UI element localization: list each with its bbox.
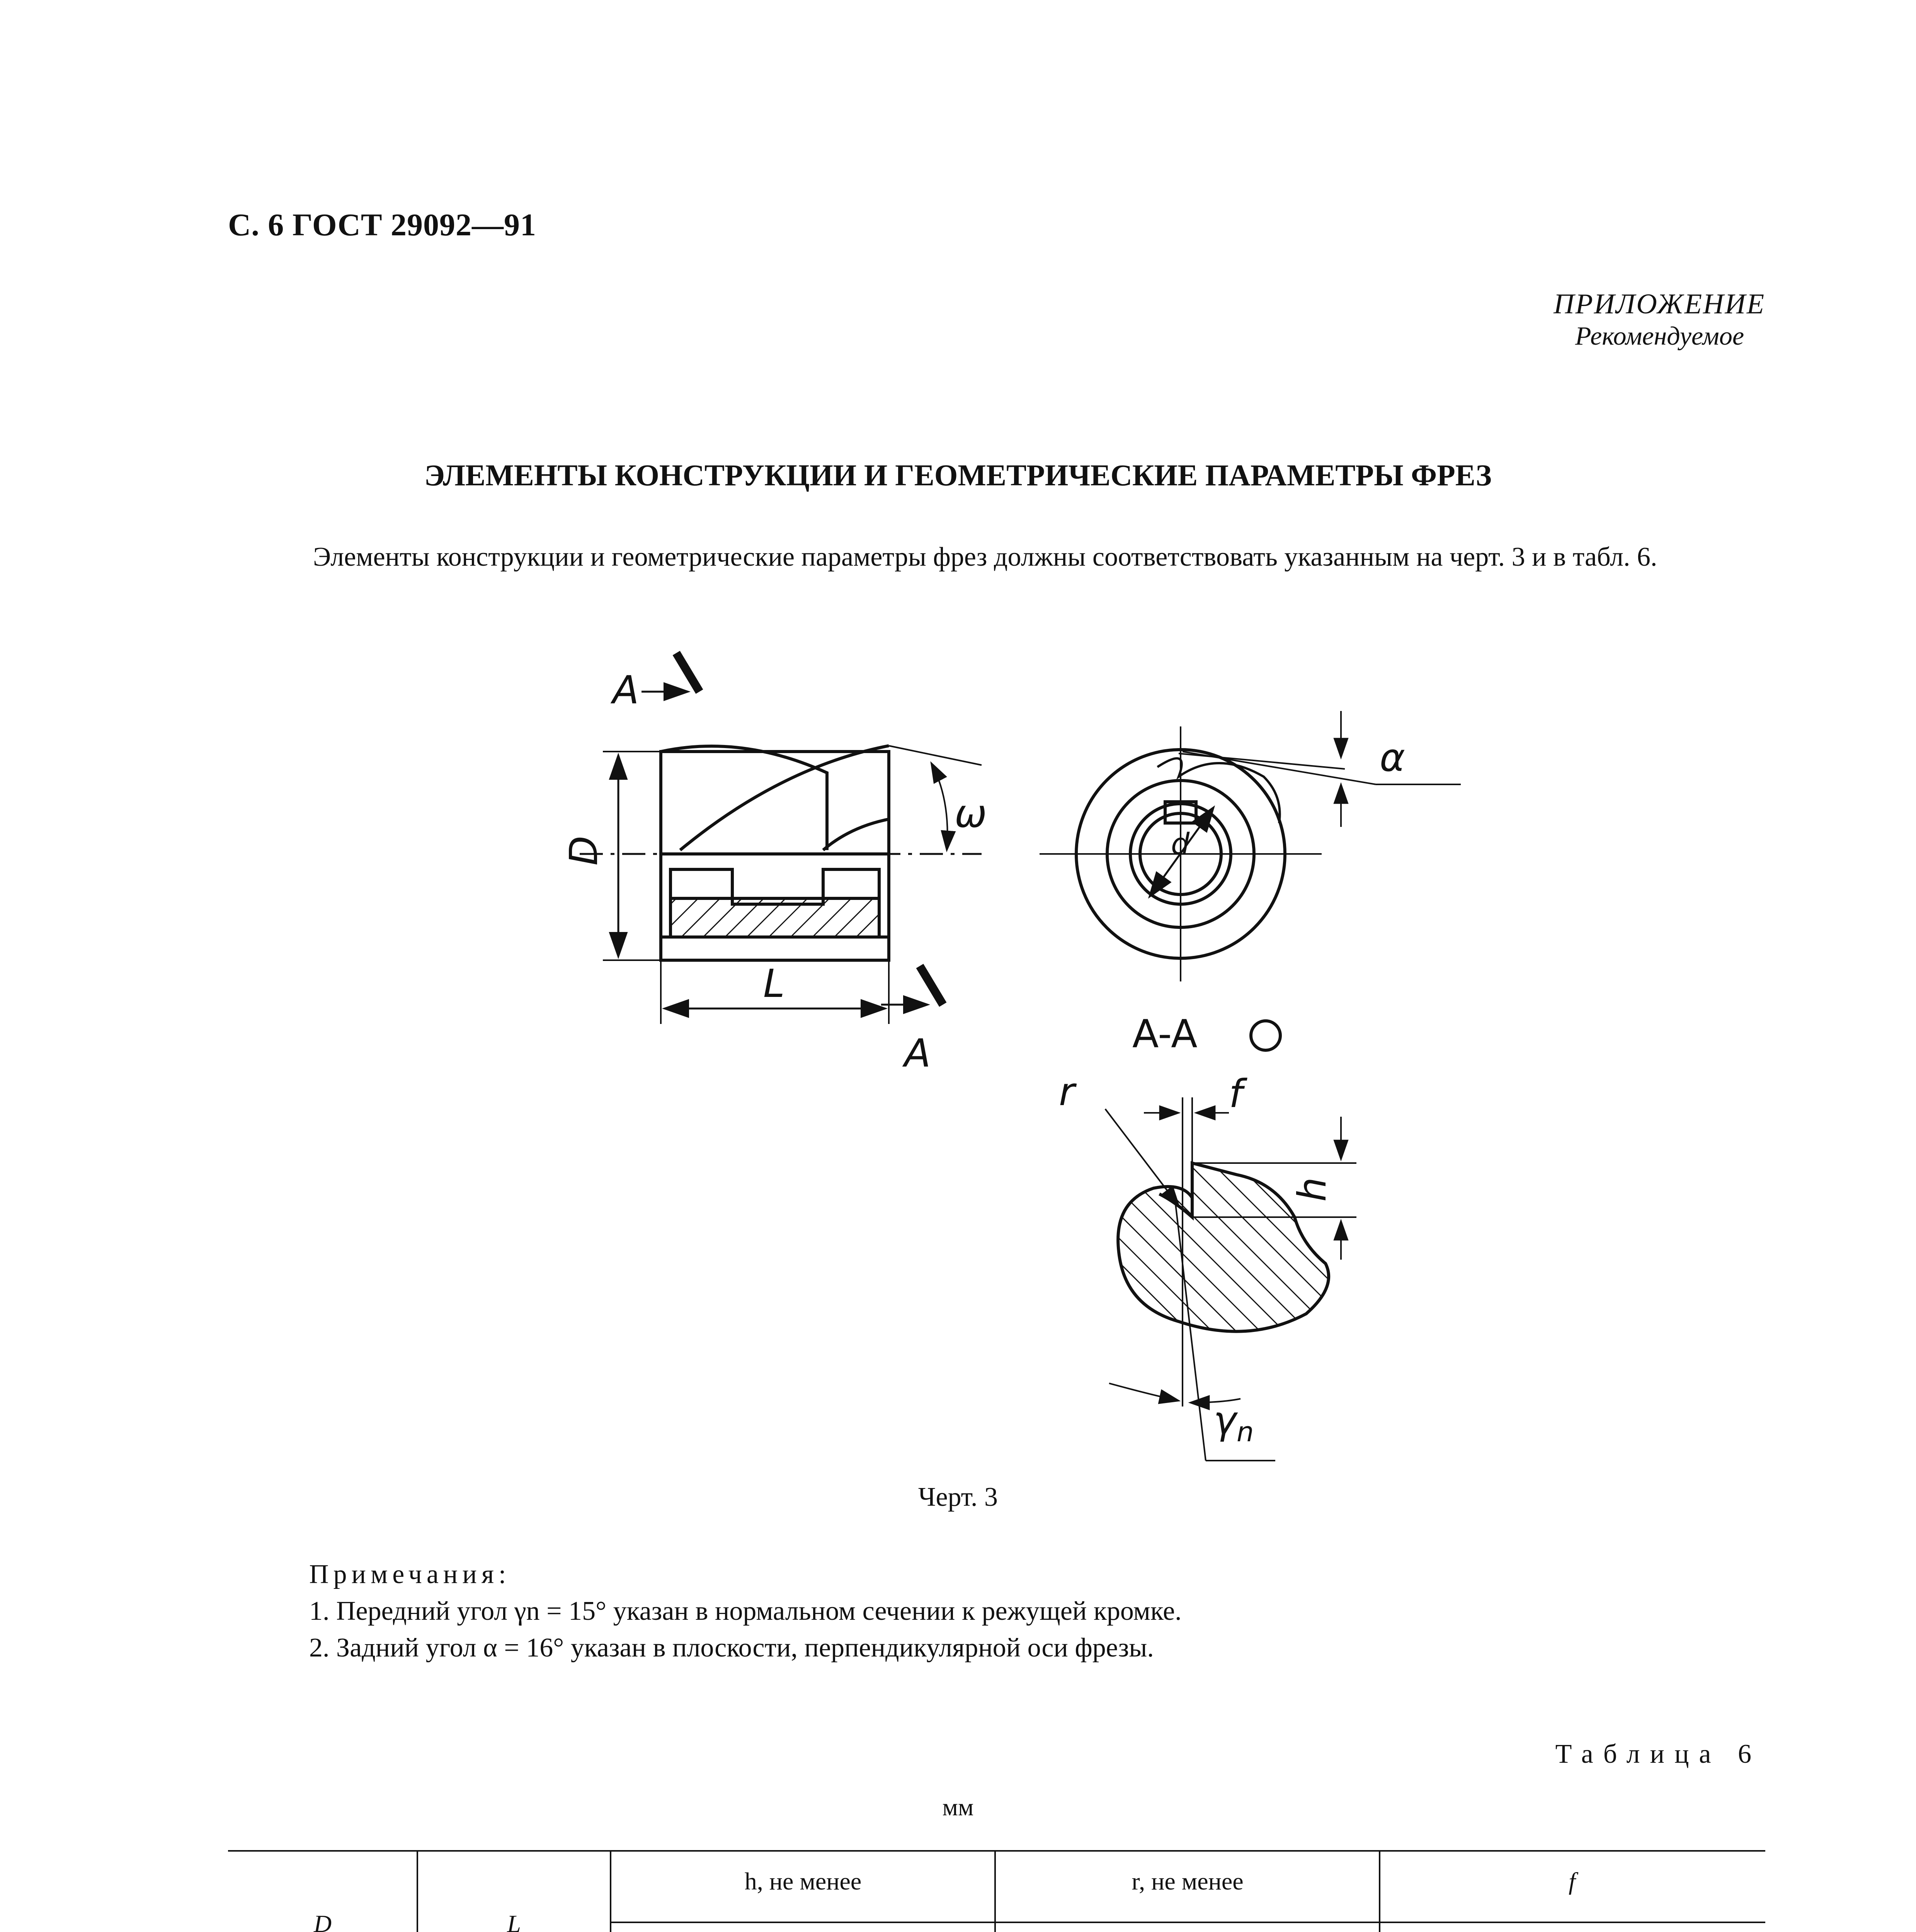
section-title: ЭЛЕМЕНТЫ КОНСТРУКЦИИ И ГЕОМЕТРИЧЕСКИЕ ПАРАМЕТРЫ ФРЕЗ — [424, 458, 1492, 492]
label-f: f — [1229, 1071, 1243, 1116]
label-omega: ω — [955, 791, 987, 836]
table-label: Таблица 6 — [1555, 1739, 1761, 1769]
label-d: d — [1171, 827, 1190, 861]
label-D: D — [561, 835, 606, 866]
label-alpha: α — [1380, 735, 1405, 780]
header-D: D — [313, 1910, 332, 1932]
appendix-label: ПРИЛОЖЕНИЕ — [1554, 288, 1765, 320]
label-r: r — [1059, 1069, 1075, 1114]
notes-title: Примечания: — [309, 1560, 511, 1589]
label-A-top: A — [613, 667, 639, 713]
table-units: мм — [942, 1793, 974, 1821]
header-f: f — [1569, 1867, 1576, 1895]
page-header: С. 6 ГОСТ 29092—91 — [228, 207, 537, 242]
label-A-bottom: A — [904, 1031, 931, 1076]
note-item-1: 1. Передний угол γn = 15° указан в нормальном сечении к режущей кромке. — [309, 1596, 1182, 1626]
label-h: h — [1290, 1177, 1335, 1202]
header-h: h, не менее — [744, 1867, 862, 1895]
appendix-status: Рекомендуемое — [1575, 321, 1744, 350]
label-L: L — [763, 961, 785, 1006]
label-gamma: γ — [1213, 1398, 1237, 1443]
header-L: L — [507, 1910, 521, 1932]
note-item-2: 2. Задний угол α = 16° указан в плоскости, перпендикулярной оси фрезы. — [309, 1633, 1154, 1663]
intro-paragraph: Элементы конструкции и геометрические параметры фрез должны соответствовать указанным на черт. 3 и в табл. 6. — [313, 542, 1657, 572]
header-r: r, не менее — [1132, 1867, 1244, 1895]
label-section: A-A — [1132, 1011, 1198, 1056]
label-gamma-sub: n — [1237, 1416, 1254, 1448]
drawing-caption: Черт. 3 — [918, 1482, 998, 1512]
